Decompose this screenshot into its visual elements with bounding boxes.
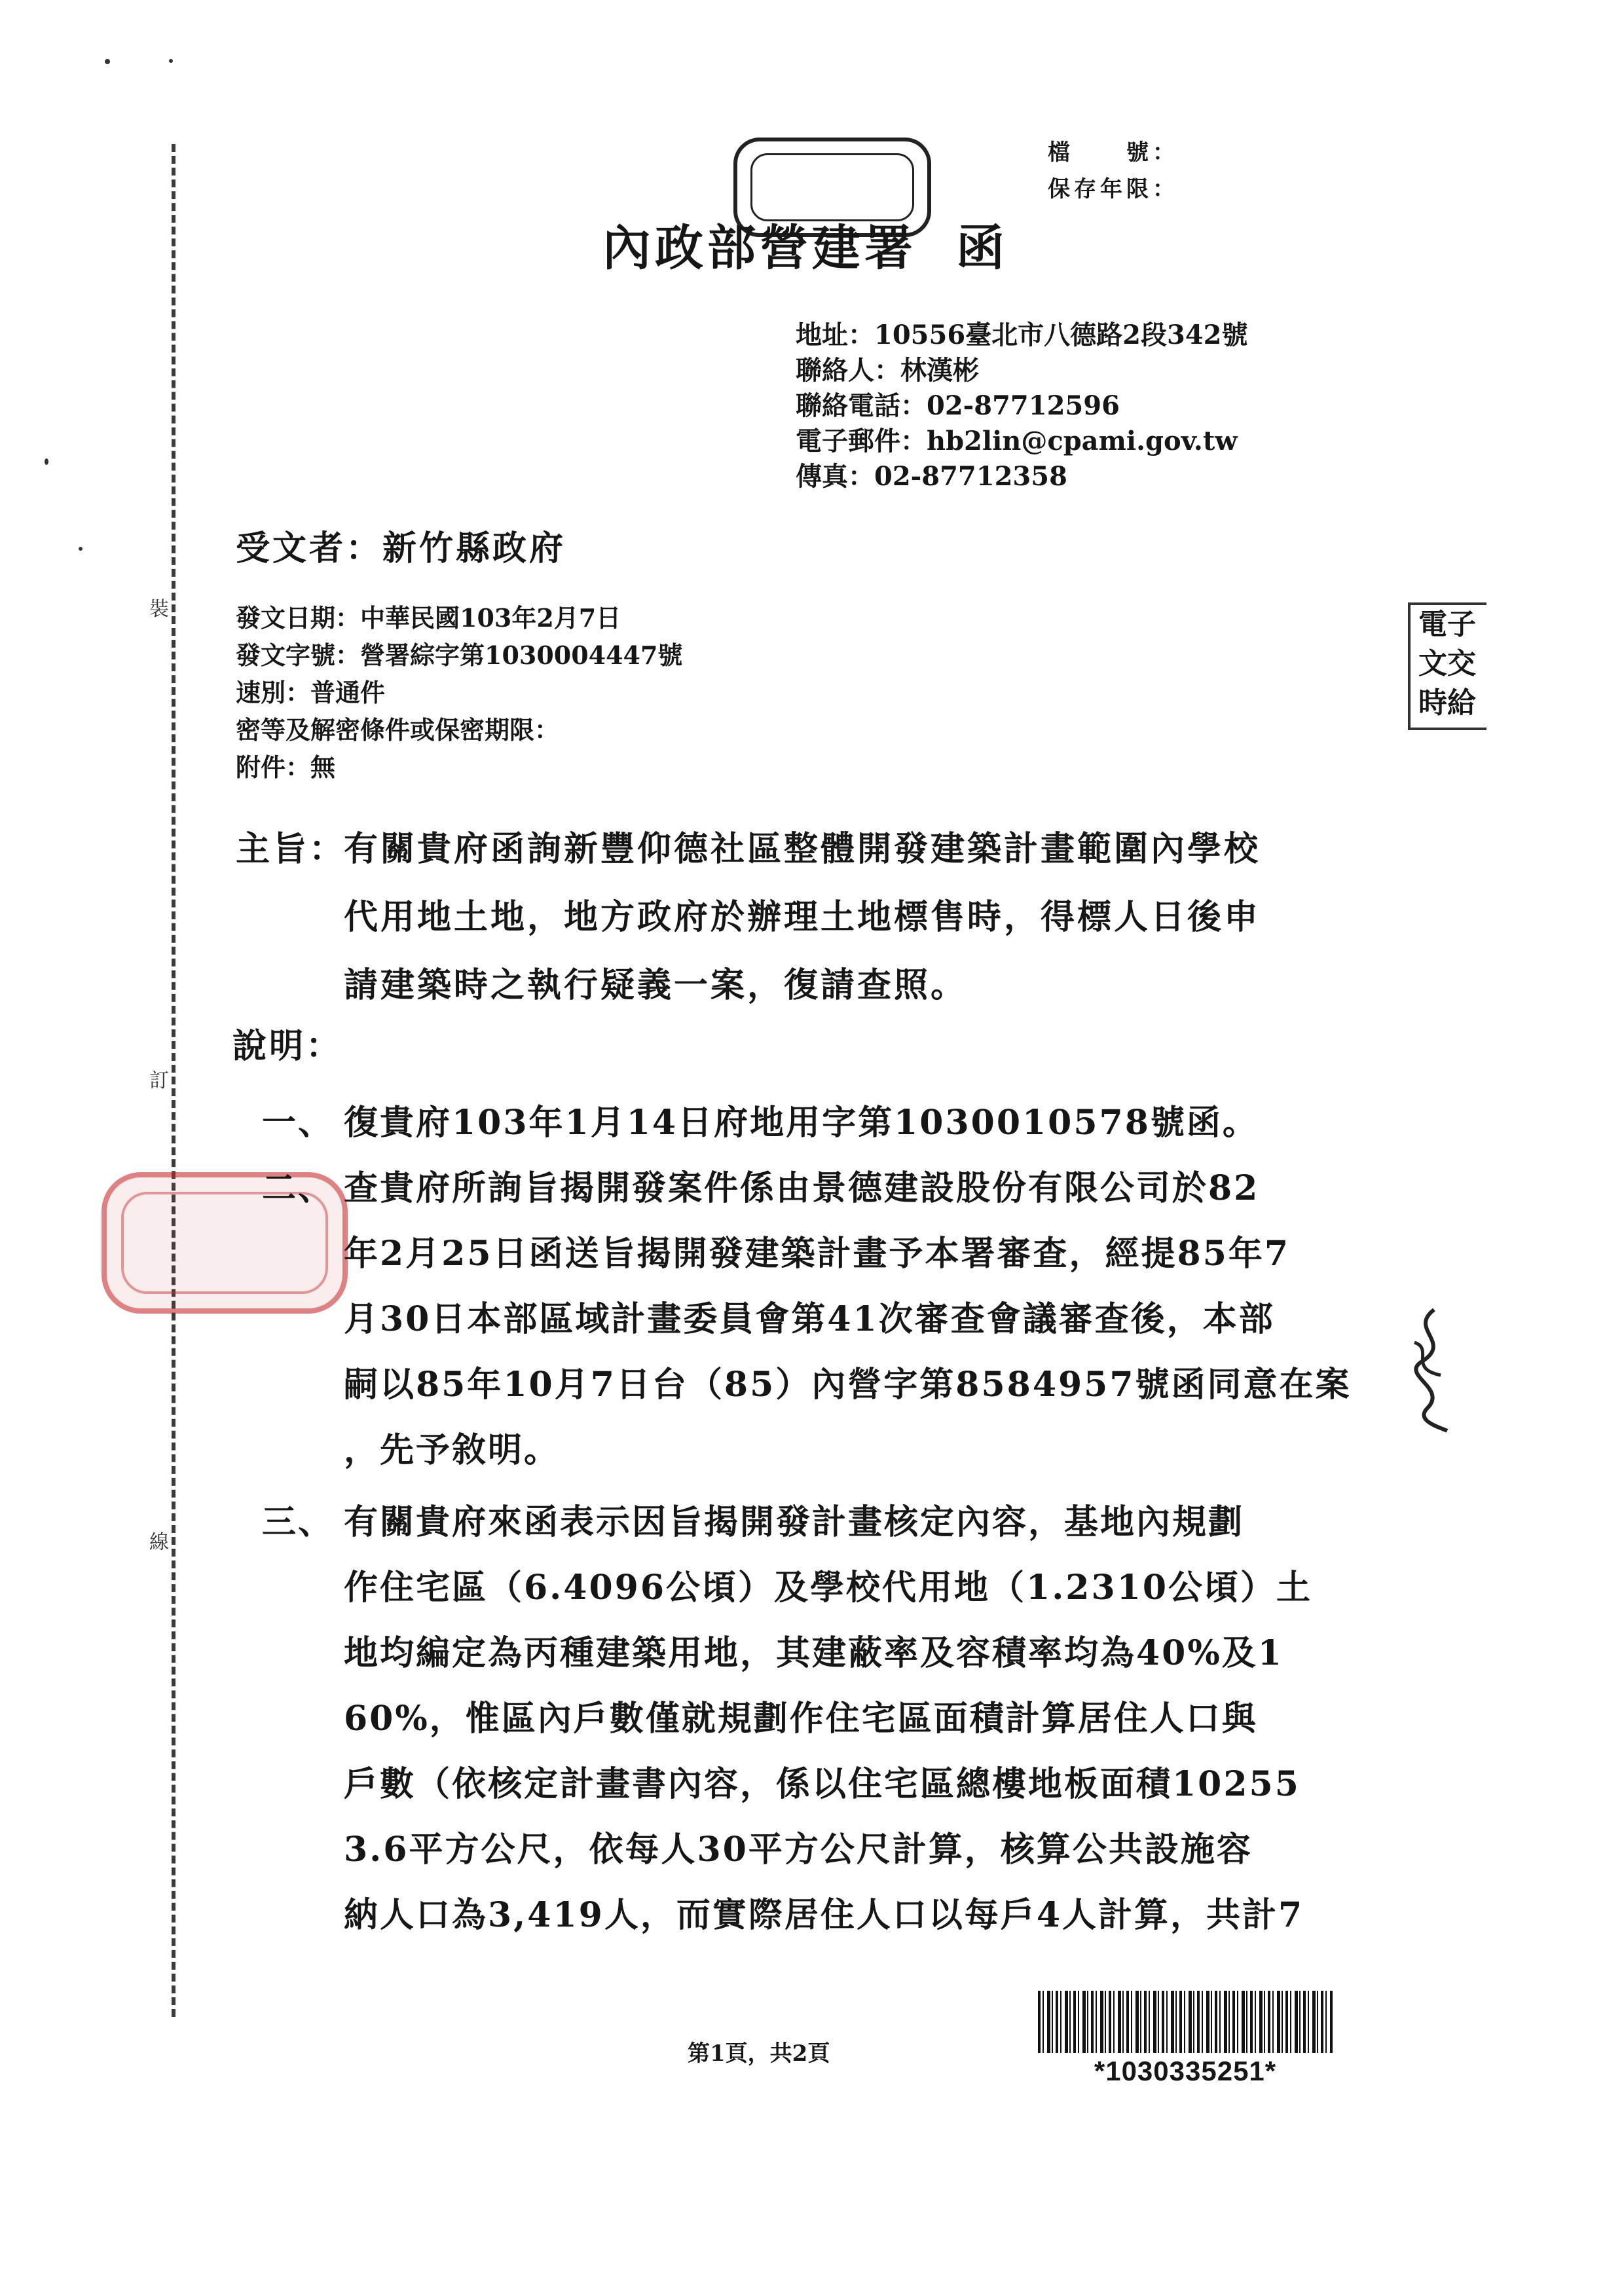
recipient: 受文者：新竹縣政府: [236, 528, 566, 568]
subject-section: [236, 815, 1349, 1020]
contact-person: 聯絡人：林漢彬: [796, 355, 979, 386]
document-type: 函: [956, 220, 1008, 276]
paragraph-line: 查貴府所詢旨揭開發案件係由景德建設股份有限公司於82: [344, 1168, 1260, 1208]
scan-speck: [105, 59, 110, 64]
subject-line: 代用地土地，地方政府於辦理土地標售時，得標人日後申: [344, 897, 1261, 937]
paragraph-2: [262, 1156, 1375, 1483]
file-number-label: 檔 號：: [1048, 139, 1179, 166]
scan-speck: [169, 59, 173, 63]
paragraph-3: [262, 1490, 1388, 1948]
scan-speck: [79, 547, 83, 551]
scan-speck: [45, 458, 48, 465]
binding-line: [172, 144, 175, 2017]
delivery-speed: 速別：普通件: [236, 678, 386, 707]
paragraph-line: 月30日本部區域計畫委員會第41次審查會議審查後，本部: [344, 1299, 1275, 1339]
paragraph-line: 復貴府103年1月14日府地用字第1030010578號函。: [344, 1103, 1259, 1143]
paragraph-line: 嗣以85年10月7日台（85）內營字第8584957號函同意在案: [344, 1365, 1352, 1405]
paragraph-number: 二、: [262, 1168, 335, 1208]
barcode-text: *1030335251*: [1094, 2056, 1277, 2086]
barcode-bars: [1038, 1991, 1333, 2053]
file-info: [1048, 134, 1179, 208]
paragraph-line: 有關貴府來函表示因旨揭開發計畫核定內容，基地內規劃: [344, 1502, 1245, 1542]
contact-phone: 聯絡電話：02-87712596: [796, 390, 1120, 421]
page-title: [602, 210, 1008, 279]
subject-line: 請建築時之執行疑義一案，復請查照。: [344, 965, 968, 1005]
barcode: [1038, 1991, 1333, 2087]
retention-period-label: 保存年限：: [1048, 176, 1179, 202]
paragraph-line: 60%，惟區內戶數僅就規劃作住宅區面積計算居住人口與: [344, 1699, 1258, 1739]
binding-mark-top: 裝: [149, 598, 169, 621]
binding-mark-middle: 訂: [149, 1069, 169, 1092]
paragraph-line: ，先予敘明。: [344, 1430, 561, 1470]
paragraph-line: 3.6平方公尺，依每人30平方公尺計算，核算公共設施容: [344, 1830, 1253, 1870]
side-stamp: 電子 文交 時給: [1408, 602, 1486, 730]
paragraph-number: 三、: [262, 1502, 335, 1542]
contact-address: 地址：10556臺北市八德路2段342號: [796, 320, 1248, 350]
document-meta: [236, 599, 682, 786]
page-number: 第1頁，共2頁: [688, 2040, 830, 2067]
subject-label: 主旨：: [236, 829, 346, 869]
document-number: 發文字號：營署綜字第1030004447號: [236, 640, 683, 670]
paragraph-number: 一、: [262, 1103, 335, 1143]
secrecy-level: 密等及解密條件或保密期限：: [236, 715, 560, 745]
paragraph-line: 作住宅區（6.4096公頃）及學校代用地（1.2310公頃）土: [344, 1568, 1313, 1608]
paragraph-line: 戶數（依核定計畫書內容，係以住宅區總樓地板面積10255: [344, 1764, 1301, 1804]
contact-email: 電子郵件：hb2lin@cpami.gov.tw: [796, 426, 1238, 456]
attachment: 附件：無: [236, 752, 336, 782]
binding-mark-bottom: 線: [149, 1531, 169, 1554]
subject-line: 有關貴府函詢新豐仰德社區整體開發建築計畫範圍內學校: [344, 829, 1261, 869]
contact-block: [796, 318, 1248, 494]
description-label: 說明：: [232, 1026, 343, 1066]
paragraph-line: 地均編定為丙種建築用地，其建蔽率及容積率均為40%及1: [344, 1633, 1283, 1673]
paragraph-line: 年2月25日函送旨揭開發建築計畫予本署審查，經提85年7: [344, 1234, 1291, 1274]
issuing-agency: 內政部營建署: [602, 220, 917, 276]
paragraph-1: [262, 1090, 1375, 1156]
issue-date: 發文日期：中華民國103年2月7日: [236, 603, 621, 633]
handwritten-mark: [1395, 1303, 1467, 1434]
contact-fax: 傳真：02-87712358: [796, 461, 1067, 492]
paragraph-line: 納人口為3,419人，而實際居住人口以每戶4人計算，共計7: [344, 1895, 1304, 1935]
